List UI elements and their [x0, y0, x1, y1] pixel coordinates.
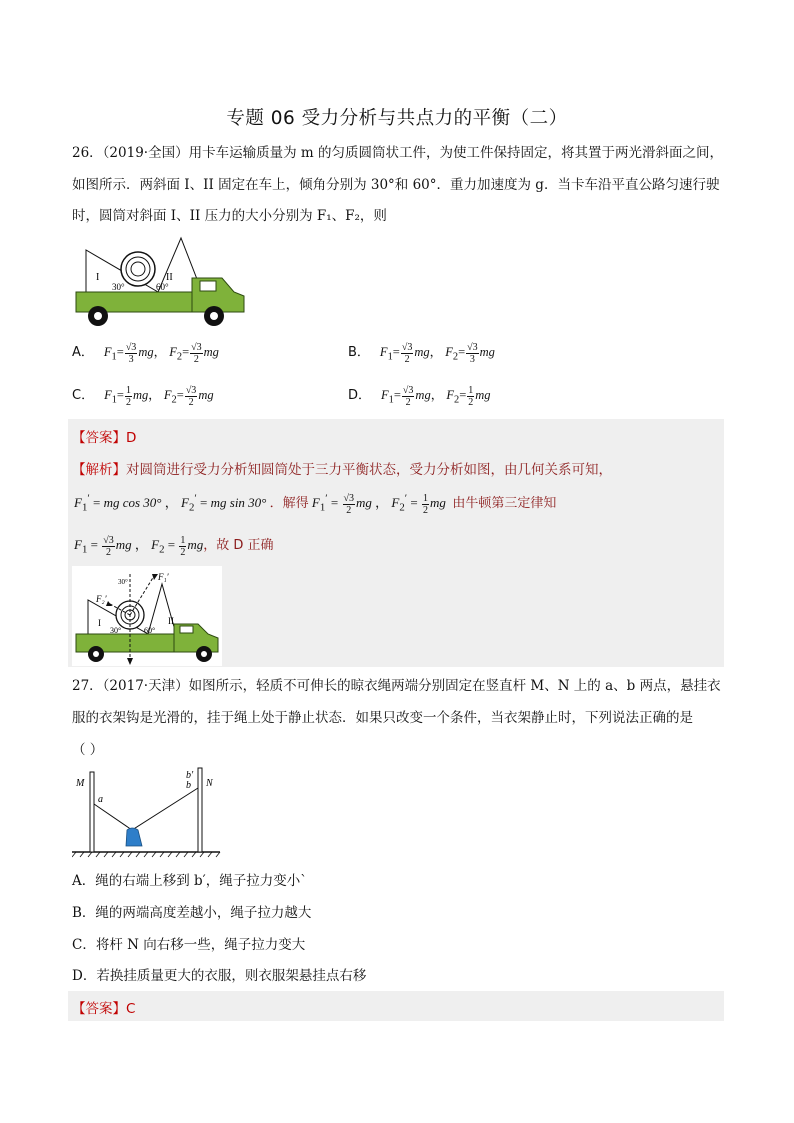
- q27-stem-line3: （ ）: [72, 742, 104, 758]
- slope-2-label: II: [166, 272, 173, 283]
- q26-answer-line: 【答案】D: [72, 430, 137, 446]
- q26-stem-line3: 时，圆筒对斜面 I、II 压力的大小分别为 F₁、F₂，则: [72, 208, 387, 224]
- point-a-label: a: [98, 794, 103, 805]
- q26-analysis-line1: 【解析】对圆筒进行受力分析知圆筒处于三力平衡状态，受力分析如图，由几何关系可知，: [72, 462, 612, 478]
- q26-option-c: C． $F_1=$ $\frac{1}{2}$ mg， $F_2=$ $\frac{√3}{2}$ mg: [72, 384, 214, 408]
- q27-stem-line2: 服的衣架钩是光滑的，挂于绳上处于静止状态．如果只改变一个条件，当衣架静止时，下列说法正确的是: [72, 710, 693, 726]
- fig2-angle-60-label: 60°: [144, 626, 156, 635]
- angle-60-label: 60°: [156, 282, 169, 292]
- fig2-slope-2-label: II: [168, 616, 174, 626]
- q27-option-d: D．若换挂质量更大的衣服，则衣服架悬挂点右移: [72, 968, 367, 984]
- force-f1-label: F₁′: [158, 572, 169, 582]
- q26-analysis-line3: $F_1$ = $\frac{√3}{2}$ mg ， $F_2$ = $\frac{1}{2}$ mg，故 D 正确: [74, 534, 274, 558]
- top-angle-label: 30°: [118, 578, 128, 586]
- q26-force-diagram: [72, 566, 222, 666]
- q26-truck-figure: [72, 234, 248, 330]
- slope-1-label: I: [96, 272, 100, 283]
- q27-answer-line: 【答案】C: [72, 1001, 136, 1017]
- q27-stem-line1: 27．（2017·天津）如图所示，轻质不可伸长的晾衣绳两端分别固定在竖直杆 M、N 上的 a、b 两点，悬挂衣: [72, 678, 721, 694]
- page-title: 专题 06 受力分析与共点力的平衡（二）: [226, 108, 568, 129]
- q26-option-a: A． $F_1=$ $\frac{√3}{3}$ mg， $F_2=$ $\frac{√3}{2}$ mg: [72, 341, 219, 365]
- point-bprime-label: b′: [186, 770, 194, 781]
- q26-option-b: B． $F_1=$ $\frac{√3}{2}$ mg， $F_2=$ $\frac{√3}{3}$ mg: [348, 341, 495, 365]
- fig2-slope-1-label: I: [98, 618, 101, 628]
- q27-option-a: A．绳的右端上移到 b′，绳子拉力变小`: [72, 873, 307, 889]
- fig2-angle-30-label: 30°: [110, 626, 122, 635]
- q27-option-b: B．绳的两端高度差越小，绳子拉力越大: [72, 905, 312, 921]
- q26-analysis-line2: $F_1'$ = mg cos 30° ， $F_2'$ = mg sin 30° ．解得 $F_1'$ = $\frac{√3}{2}$ mg ， $F_2'$ = $\frac{1}{2}$ mg 由牛顿第三定律知: [74, 492, 557, 516]
- q26-option-d: D． $F_1=$ $\frac{√3}{2}$ mg， $F_2=$ $\frac{1}{2}$ mg: [348, 384, 491, 408]
- q27-option-c: C．将杆 N 向右移一些，绳子拉力变大: [72, 937, 306, 953]
- angle-30-label: 30°: [112, 282, 125, 292]
- force-f2-label: F₂′: [96, 594, 107, 604]
- q27-clothesline-figure: [72, 766, 222, 858]
- pole-n-label: N: [206, 778, 213, 789]
- point-b-label: b: [186, 780, 191, 791]
- q26-stem-line2: 如图所示．两斜面 I、II 固定在车上，倾角分别为 30°和 60°．重力加速度为 g．当卡车沿平直公路匀速行驶: [72, 177, 720, 193]
- pole-m-label: M: [76, 778, 85, 789]
- q26-stem-line1: 26．（2019·全国）用卡车运输质量为 m 的匀质圆筒状工件，为使工件保持固定，将其置于两光滑斜面之间，: [72, 145, 723, 161]
- q27-answer-box: [68, 991, 724, 1021]
